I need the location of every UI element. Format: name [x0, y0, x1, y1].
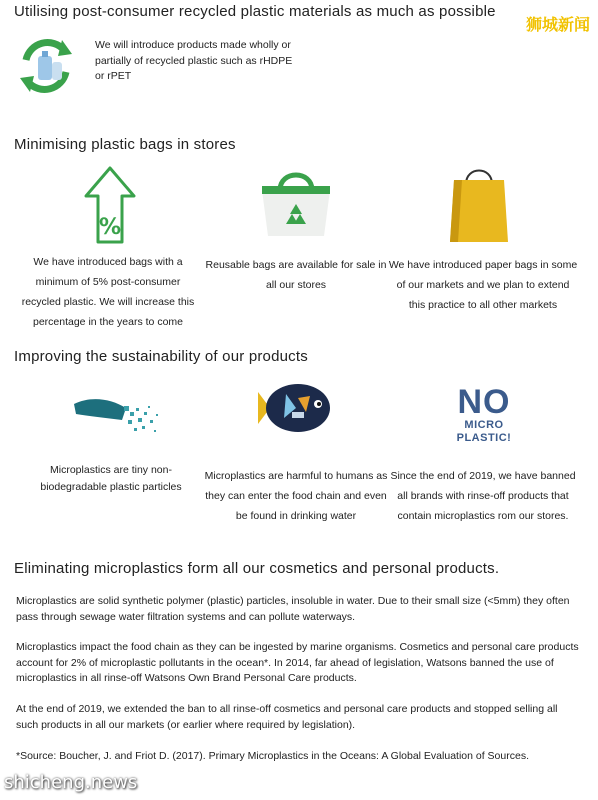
badge-micro: MICRO	[464, 419, 504, 431]
section2-heading: Minimising plastic bags in stores	[14, 136, 236, 153]
section2-item3-text: We have introduced paper bags in some of our markets and we plan to extend this practice to all other markets	[388, 259, 578, 311]
section4-footnote: *Source: Boucher, J. and Friot D. (2017). Primary Microplastics in the Oceans: A Global Evaluation of Sources.	[16, 750, 529, 762]
fish-plastic-icon	[256, 378, 334, 438]
watermark-top: 狮城新闻	[525, 15, 590, 34]
section3-item3-text: Since the end of 2019, we have banned all brands with rinse-off products that contain microplastics rom our stores.	[390, 470, 576, 522]
section4-heading: Eliminating microplastics form all our cosmetics and personal products.	[14, 560, 500, 577]
no-microplastic-icon	[448, 385, 520, 445]
section2-item1-text: We have introduced bags with a minimum of 5% post-consumer recycled plastic. We will increase this percentage in the years to come	[21, 256, 195, 328]
section4-paragraph-1: Microplastics are solid synthetic polymer (plastic) particles, insoluble in water. Due to their small size (<5mm) they often pass through sewage water filtration systems and can pollute waterways.	[16, 595, 570, 623]
svg-text:%: %	[98, 215, 122, 240]
section4-paragraph-3: At the end of 2019, we extended the ban to all rinse-off cosmetics and personal care products and stopped selling all such products in all our markets (or earlier where required by legislation).	[16, 703, 558, 731]
arrow-percent-icon	[82, 166, 138, 246]
section1-text: We will introduce products made wholly or partially of recycled plastic such as rHDPE or rPET	[95, 39, 293, 82]
watermark-bottom: shicheng.news	[4, 772, 138, 793]
section4-paragraph-2: Microplastics impact the food chain as they can be ingested by marine organisms. Cosmetics and personal care products account for 2% of microplastic pollutants in the ocean*. In 2014, far ahead of legislation, Watsons banned the use of microplastics in all rinse-off Watsons Own Brand Personal Care products.	[16, 641, 579, 684]
reusable-bag-icon	[256, 166, 336, 238]
badge-plastic: PLASTIC!	[456, 432, 512, 444]
paper-bag-icon	[448, 162, 510, 244]
recycle-bottle-icon	[14, 34, 78, 98]
badge-no: NO	[457, 383, 511, 421]
section3-item1-text: Microplastics are tiny non-biodegradable plastic particles	[40, 464, 182, 493]
microplastic-particles-icon	[70, 390, 160, 440]
section3-item2-text: Microplastics are harmful to humans as they can enter the food chain and even be found in drinking water	[204, 470, 388, 522]
section2-item2-text: Reusable bags are available for sale in all our stores	[205, 259, 387, 291]
section1-heading: Utilising post-consumer recycled plastic materials as much as possible	[14, 3, 496, 20]
section3-heading: Improving the sustainability of our products	[14, 348, 308, 365]
